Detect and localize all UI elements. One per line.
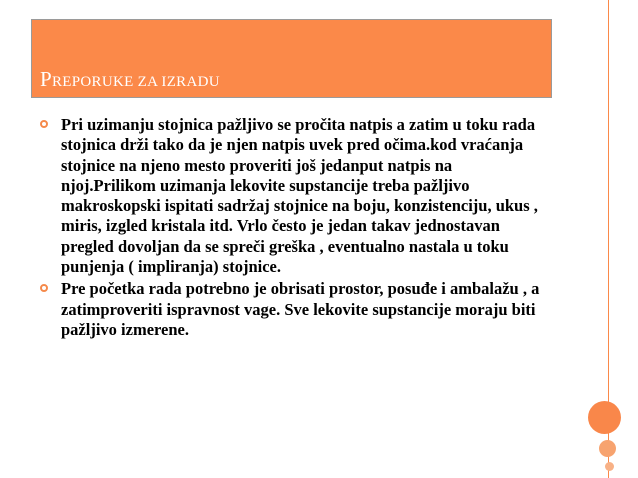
title-rest: REPORUKE ZA IZRADU <box>51 74 220 90</box>
bullet-list <box>40 115 550 342</box>
decorative-circle-small <box>605 462 614 471</box>
title-first-letter: P <box>40 67 52 91</box>
bullet-circle-icon <box>40 120 48 128</box>
bullet-circle-icon <box>40 284 48 292</box>
decorative-circle-medium <box>599 440 616 457</box>
bullet-item <box>40 279 550 340</box>
bullet-text: Pri uzimanju stojnica pažljivo se pročita natpis a zatim u toku rada stojnica drži tako da je njen natpis uvek pred očima.kod vraćanja stojnice na njeno mesto proveriti još jedanput natpis na njoj.Prilikom uzimanja lekovite supstancije treba pažljivo makroskopski ispitati sadržaj stojnice na boju, konzistenciju, ukus , miris, izgled kristala itd. Vrlo često je jedan takav jednostavan pregled dovoljan da se spreči greška , eventualno nastala u toku punjenja ( impliranja) stojnice. <box>61 115 538 277</box>
decorative-circle-large <box>588 401 621 434</box>
bullet-item <box>40 115 550 277</box>
bullet-text: Pre početka rada potrebno je obrisati prostor, posuđe i ambalažu , a zatimproveriti ispravnost vage. Sve lekovite supstancije moraju biti pažljivo izmerene. <box>61 279 540 339</box>
title-banner <box>31 19 552 98</box>
slide-title <box>40 67 220 92</box>
